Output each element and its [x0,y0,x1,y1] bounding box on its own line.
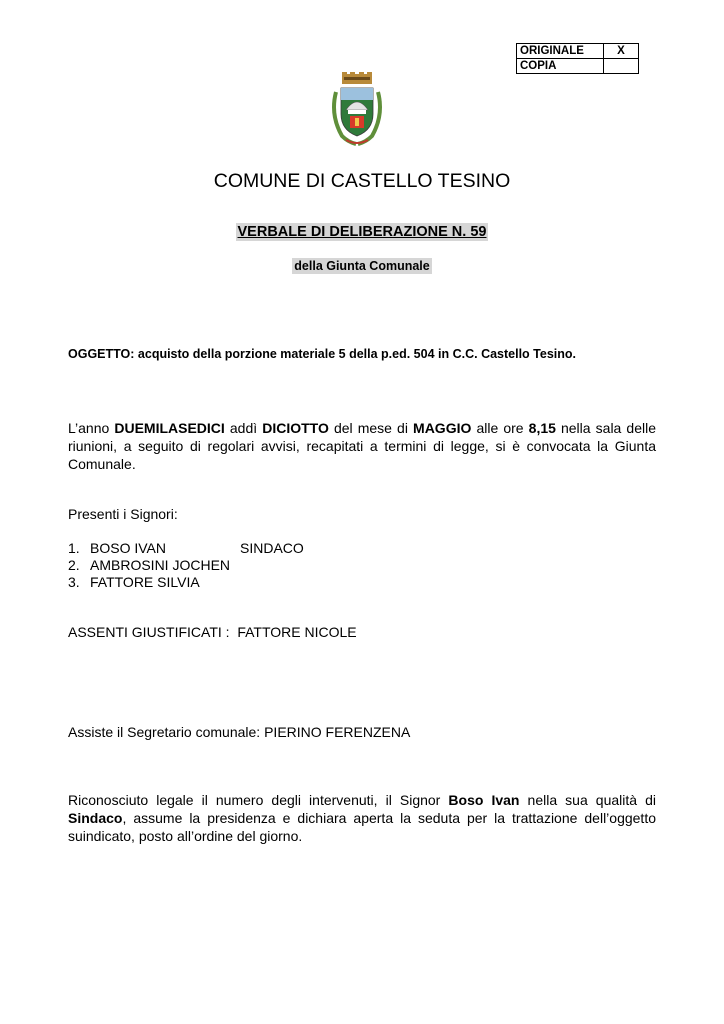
closing-text-1: Riconosciuto legale il numero degli intervenuti, il Signor [68,792,449,808]
copy-mark [604,59,639,74]
absent-line: ASSENTI GIUSTIFICATI : FATTORE NICOLE [68,624,357,640]
closing-paragraph [68,791,656,845]
intro-month: MAGGIO [413,420,472,436]
closing-text-3: , assume la presidenza e dichiara aperta la seduta per la trattazione dell’oggetto suindicato, posto all’ordine del giorno. [68,810,656,844]
copy-row [517,59,639,74]
intro-text-1: L’anno [68,420,115,436]
closing-text-2: nella sua qualità di [519,792,657,808]
original-label: ORIGINALE [517,44,604,59]
page-title: COMUNE DI CASTELLO TESINO [213,170,511,192]
copy-label: COPIA [517,59,604,74]
intro-text-3: del mese di [328,420,414,436]
municipal-crest-icon [328,70,386,150]
member-row [68,539,304,557]
intro-year: DUEMILASEDICI [114,420,225,436]
secretary-line: Assiste il Segretario comunale: PIERINO FERENZENA [68,724,411,740]
member-number: 3. [68,574,80,590]
intro-text-4: alle ore [471,420,529,436]
subject-line: OGGETTO: acquisto della porzione materiale 5 della p.ed. 504 in C.C. Castello Tesino. [68,347,576,361]
closing-name: Boso Ivan [448,792,520,808]
original-mark: X [604,44,639,59]
original-row [517,44,639,59]
intro-paragraph [68,419,656,473]
member-role: SINDACO [240,540,304,556]
intro-text-2: addì [224,420,263,436]
member-name: AMBROSINI JOCHEN [90,557,231,573]
member-row [68,556,240,574]
member-row [68,573,240,591]
member-name: BOSO IVAN [90,540,166,556]
intro-day: DICIOTTO [262,420,329,436]
closing-role: Sindaco [68,810,123,826]
member-name: FATTORE SILVIA [90,574,200,590]
verbale-heading-row [0,223,724,241]
intro-hour: 8,15 [528,420,556,436]
original-copy-box [516,43,639,74]
member-number: 1. [68,540,80,556]
member-number: 2. [68,557,80,573]
verbale-heading: VERBALE DI DELIBERAZIONE N. 59 [237,224,487,240]
giunta-heading: della Giunta Comunale [294,259,430,273]
giunta-heading-row [0,257,724,275]
intro-text-5: nella sala delle riunioni, a seguito di regolari avvisi, recapitati a termini di legge, si è convocata la Giunta Comunale. [68,420,656,472]
presenti-label: Presenti i Signori: [68,506,178,522]
